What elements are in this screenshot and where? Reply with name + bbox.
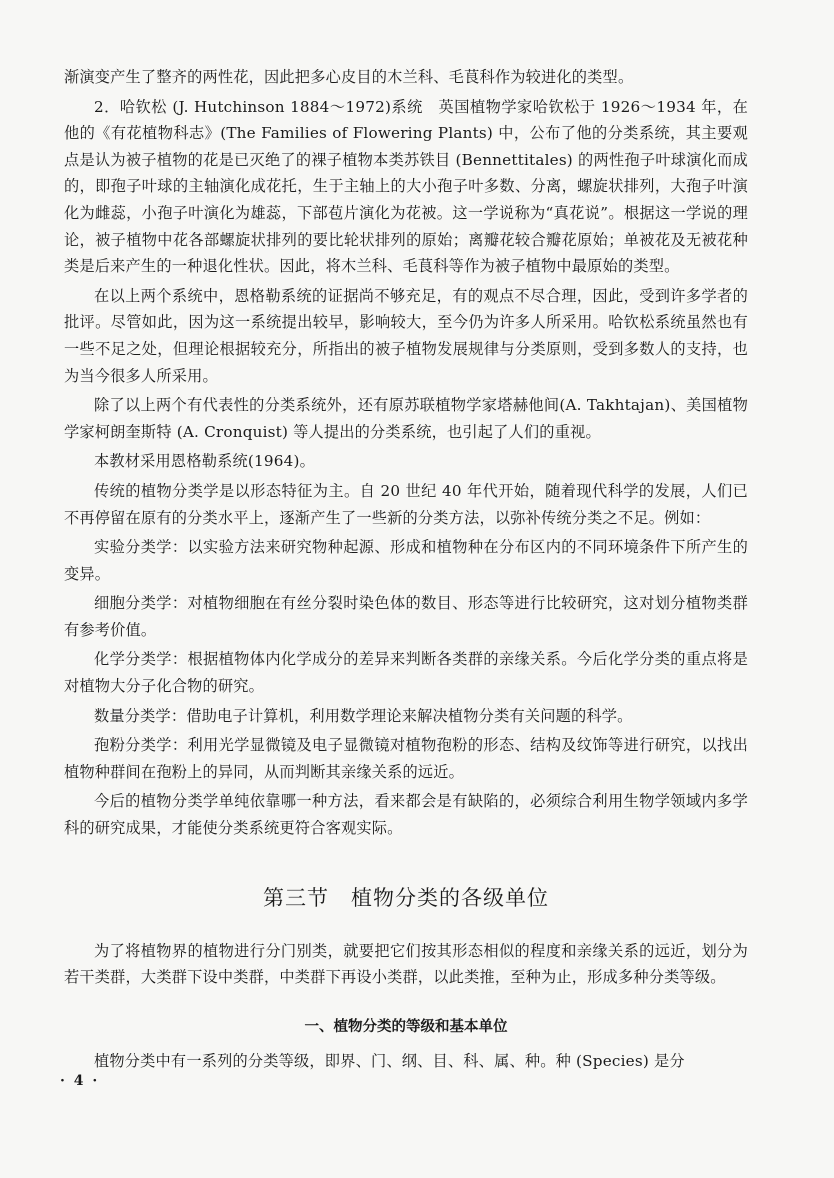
paragraphs-top xyxy=(64,64,748,842)
paragraph: 2．哈钦松 (J. Hutchinson 1884～1972)系统 英国植物学家哈钦松于 1926～1934 年，在他的《有花植物科志》(The Families of Flowering Plants) 中，公布了他的分类系统，其主要观点是认为被子植物的花是已灭绝了的裸子植物本类苏铁目 (Bennettitales) 的两性孢子叶球演化而成的，即孢子叶球的主轴演化成花托，生于主轴上的大小孢子叶多数、分离，螺旋状排列，大孢子叶演化为雌蕊，小孢子叶演化为雄蕊，下部苞片演化为花被。这一学说称为“真花说”。根据这一学说的理论，被子植物中花各部螺旋状排列的要比轮状排列的原始；离瓣花较合瓣花原始；单被花及无被花种类是后来产生的一种退化性状。因此，将木兰科、毛茛科等作为被子植物中最原始的类型。 xyxy=(64,97,748,276)
subsection-title: 一、植物分类的等级和基本单位 xyxy=(304,1018,508,1035)
paragraph: 除了以上两个有代表性的分类系统外，还有原苏联植物学家塔赫他间(A. Takhtajan)、美国植物学家柯朗奎斯特 (A. Cronquist) 等人提出的分类系统，也引起了人们的重视。 xyxy=(64,396,748,441)
paragraph: 数量分类学：借助电子计算机，利用数学理论来解决植物分类有关问题的科学。 xyxy=(94,706,633,725)
paragraph: 今后的植物分类学单纯依靠哪一种方法，看来都会是有缺陷的，必须综合利用生物学领域内多学科的研究成果，才能使分类系统更符合客观实际。 xyxy=(64,792,748,838)
paragraph: 传统的植物分类学是以形态特征为主。自 20 世纪 40 年代开始，随着现代科学的发展，人们已不再停留在原有的分类水平上，逐渐产生了一些新的分类方法，以弥补传统分类之不足。例如： xyxy=(64,481,748,527)
subsection-first-paragraph: 植物分类中有一系列的分类等级，即界、门、纲、目、科、属、种。种 (Species) 是分 xyxy=(94,1051,685,1070)
paragraph: 实验分类学：以实验方法来研究物种起源、形成和植物种在分布区内的不同环境条件下所产生的变异。 xyxy=(64,538,748,583)
section-intro: 为了将植物界的植物进行分门别类，就要把它们按其形态相似的程度和亲缘关系的远近，划分为若干类群，大类群下设中类群，中类群下再设小类群，以此类推，至种为止，形成多种分类等级。 xyxy=(64,941,748,987)
page-body xyxy=(64,64,748,1077)
paragraph: 细胞分类学：对植物细胞在有丝分裂时染色体的数目、形态等进行比较研究，这对划分植物类群有参考价值。 xyxy=(64,594,748,639)
paragraph: 渐演变产生了整齐的两性花，因此把多心皮目的木兰科、毛茛科作为较进化的类型。 xyxy=(64,68,634,86)
paragraph: 在以上两个系统中，恩格勒系统的证据尚不够充足，有的观点不尽合理，因此，受到许多学者的批评。尽管如此，因为这一系统提出较早，影响较大，至今仍为许多人所采用。哈钦松系统虽然也有一些不足之处，但理论根据较充分，所指出的被子植物发展规律与分类原则，受到多数人的支持，也为当今很多人所采用。 xyxy=(64,286,748,385)
paragraph: 孢粉分类学：利用光学显微镜及电子显微镜对植物孢粉的形态、结构及纹饰等进行研究，以找出植物种群间在孢粉上的异同，从而判断其亲缘关系的远近。 xyxy=(64,736,748,781)
section-title: 第三节 植物分类的各级单位 xyxy=(263,885,549,910)
page-number: · 4 · xyxy=(60,1073,100,1089)
paragraph: 化学分类学：根据植物体内化学成分的差异来判断各类群的亲缘关系。今后化学分类的重点将是对植物大分子化合物的研究。 xyxy=(64,650,748,696)
paragraph: 本教材采用恩格勒系统(1964)。 xyxy=(94,452,315,471)
